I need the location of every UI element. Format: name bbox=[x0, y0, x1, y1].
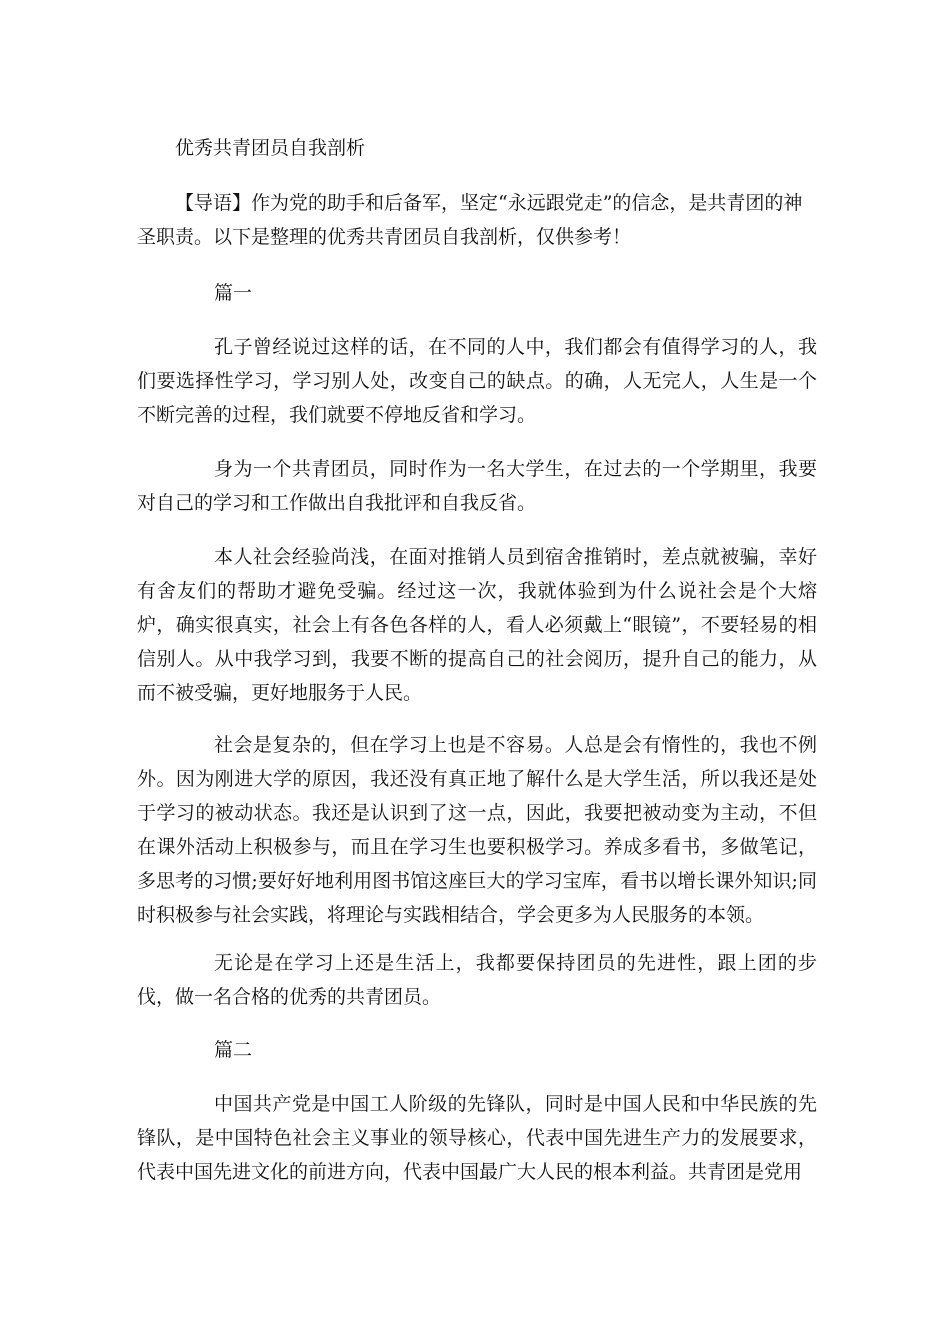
lead-paragraph: 【导语】作为党的助手和后备军，坚定“永远跟党走”的信念，是共青团的神圣职责。以下是整理的优秀共青团员自我剖析，仅供参考！ bbox=[137, 192, 803, 248]
section-heading-2: 篇二 bbox=[214, 1039, 253, 1061]
paragraph: 孔子曾经说过这样的话，在不同的人中，我们都会有值得学习的人，我们要选择性学习，学习别人处，改变自己的缺点。的确，人无完人，人生是一个不断完善的过程，我们就要不停地反省和学习。 bbox=[137, 336, 817, 426]
paragraph: 身为一个共青团员，同时作为一名大学生，在过去的一个学期里，我要对自己的学习和工作做出自我批评和自我反省。 bbox=[137, 458, 817, 514]
section-heading-1: 篇一 bbox=[214, 282, 253, 304]
document-title: 优秀共青团员自我剖析 bbox=[175, 137, 366, 159]
paragraph: 中国共产党是中国工人阶级的先锋队，同时是中国人民和中华民族的先锋队，是中国特色社会主义事业的领导核心，代表中国先进生产力的发展要求，代表中国先进文化的前进方向，代表中国最广大人民的根本利益。共青团是党用 bbox=[137, 1093, 817, 1183]
paragraph: 本人社会经验尚浅，在面对推销人员到宿舍推销时，差点就被骗，幸好有舍友们的帮助才避免受骗。经过这一次，我就体验到为什么说社会是个大熔炉，确实很真实，社会上有各色各样的人，看人必须戴上“眼镜”，不要轻易的相信别人。从中我学习到，我要不断的提高自己的社会阅历，提升自己的能力，从而不被受骗，更好地服务于人民。 bbox=[137, 546, 817, 704]
paragraph: 社会是复杂的，但在学习上也是不容易。人总是会有惰性的，我也不例外。因为刚进大学的原因，我还没有真正地了解什么是大学生活，所以我还是处于学习的被动状态。我还是认识到了这一点，因此，我要把被动变为主动，不但在课外活动上积极参与，而且在学习生也要积极学习。养成多看书，多做笔记，多思考的习惯;要好好地利用图书馆这座巨大的学习宝库，看书以增长课外知识;同时积极参与社会实践，将理论与实践相结合，学会更多为人民服务的本领。 bbox=[137, 734, 817, 926]
paragraph: 无论是在学习上还是生活上，我都要保持团员的先进性，跟上团的步伐，做一名合格的优秀的共青团员。 bbox=[137, 952, 817, 1008]
